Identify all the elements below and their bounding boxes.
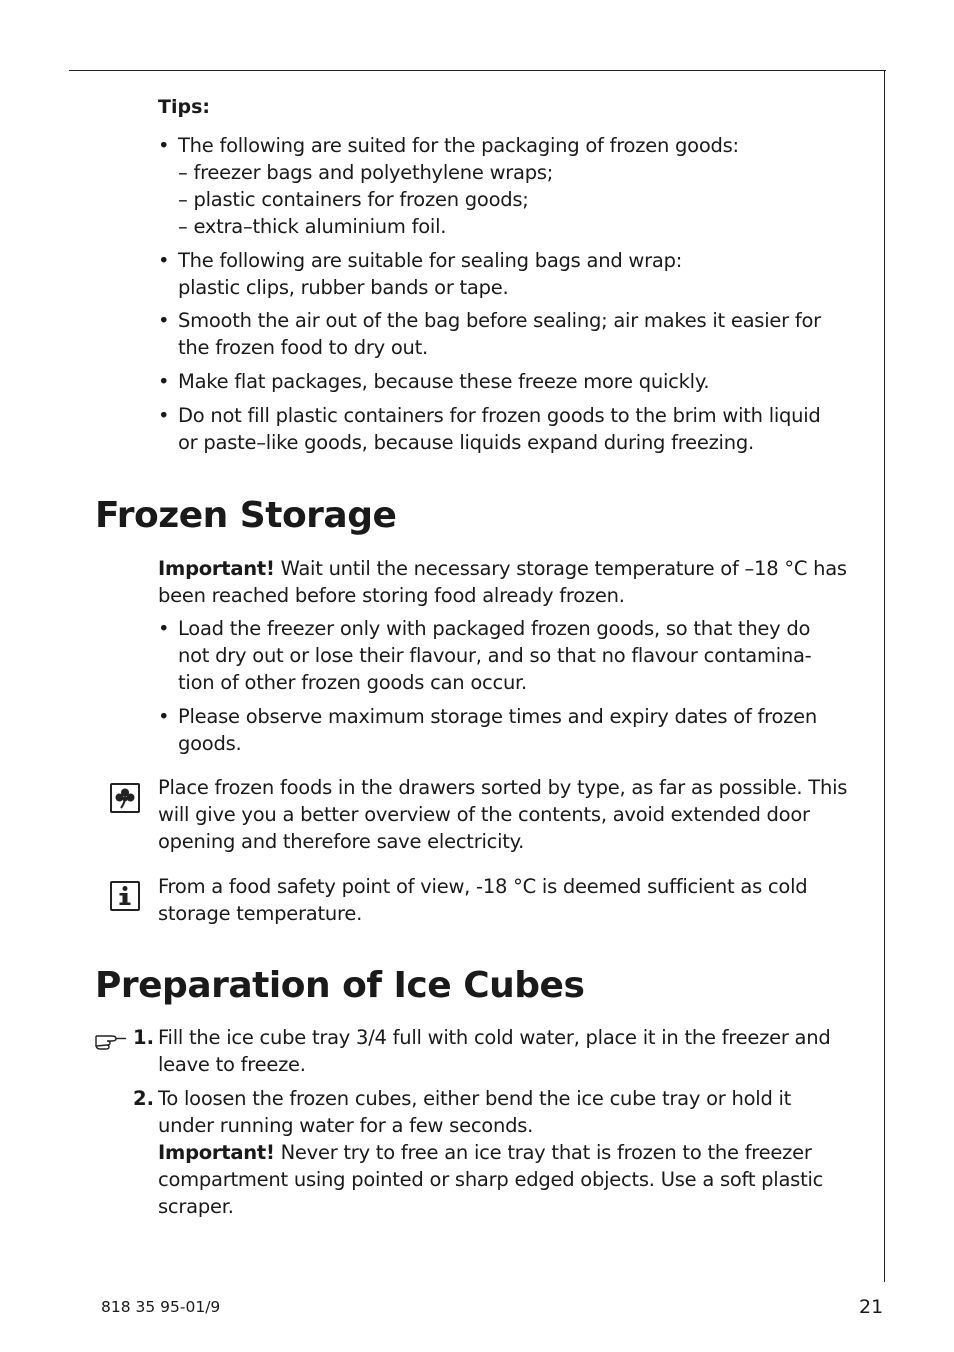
bullet-dot: • [158,370,170,393]
bullet-dot: • [158,617,170,640]
frozen-storage-important: Important! Wait until the necessary storage temperature of –18 °C has been reached before storing food already frozen. [158,557,847,607]
frozen-storage-bullet-1: • Load the freezer only with packaged frozen goods, so that they do not dry out or lose their flavour, and so that no flavour contamina- tion of other frozen goods can occur. [158,617,812,694]
top-rule [69,70,886,71]
ice-cubes-step-2: To loosen the frozen cubes, either bend the ice cube tray or hold it under running water for a few seconds. Important! Never try to free an ice tray that is frozen to the freezer compartment using pointed or sharp edged objects. Use a soft plastic scraper. [158,1087,824,1218]
tips-bullet-3: • Smooth the air out of the bag before sealing; air makes it easier for the frozen food to dry out. [158,309,821,359]
tips-bullet-2: • The following are suitable for sealing bags and wrap: plastic clips, rubber bands or tape. [158,249,683,299]
doc-number: 818 35 95-01/9 [101,1298,221,1316]
tips-bullet-1: • The following are suited for the packaging of frozen goods: – freezer bags and polyethylene wraps; – plastic containers for frozen goods; – extra–thick aluminium foil. [158,134,739,238]
tips-bullet-5: • Do not fill plastic containers for frozen goods to the brim with liquid or paste–like goods, because liquids expand during freezing. [158,404,821,454]
ice-cubes-step-1: Fill the ice cube tray 3/4 full with cold water, place it in the freezer and leave to freeze. [158,1026,831,1076]
bullet-dot: • [158,249,170,272]
info-note-text: From a food safety point of view, -18 °C is deemed sufficient as cold storage temperature. [158,875,808,925]
ice-cubes-heading: Preparation of Ice Cubes [95,965,585,1006]
eco-note-text: Place frozen foods in the drawers sorted by type, as far as possible. This will give you a better overview of the contents, avoid extended door opening and therefore save electricity. [158,776,848,853]
step-number: 1. [133,1026,154,1049]
page-number: 21 [859,1296,884,1318]
step-number: 2. [133,1087,154,1110]
tips-label: Tips: [158,96,210,118]
right-rule [884,70,885,1282]
tips-bullet-4: • Make flat packages, because these freeze more quickly. [158,370,710,393]
bullet-dot: • [158,705,170,728]
frozen-storage-heading: Frozen Storage [95,495,397,536]
bullet-dot: • [158,134,170,157]
important-label: Important! [158,557,275,580]
important-label: Important! [158,1141,275,1164]
bullet-dot: • [158,309,170,332]
clover-icon [110,783,140,813]
info-icon [110,881,140,911]
pointing-hand-icon [94,1030,128,1050]
bullet-dot: • [158,404,170,427]
frozen-storage-bullet-2: • Please observe maximum storage times and expiry dates of frozen goods. [158,705,818,755]
